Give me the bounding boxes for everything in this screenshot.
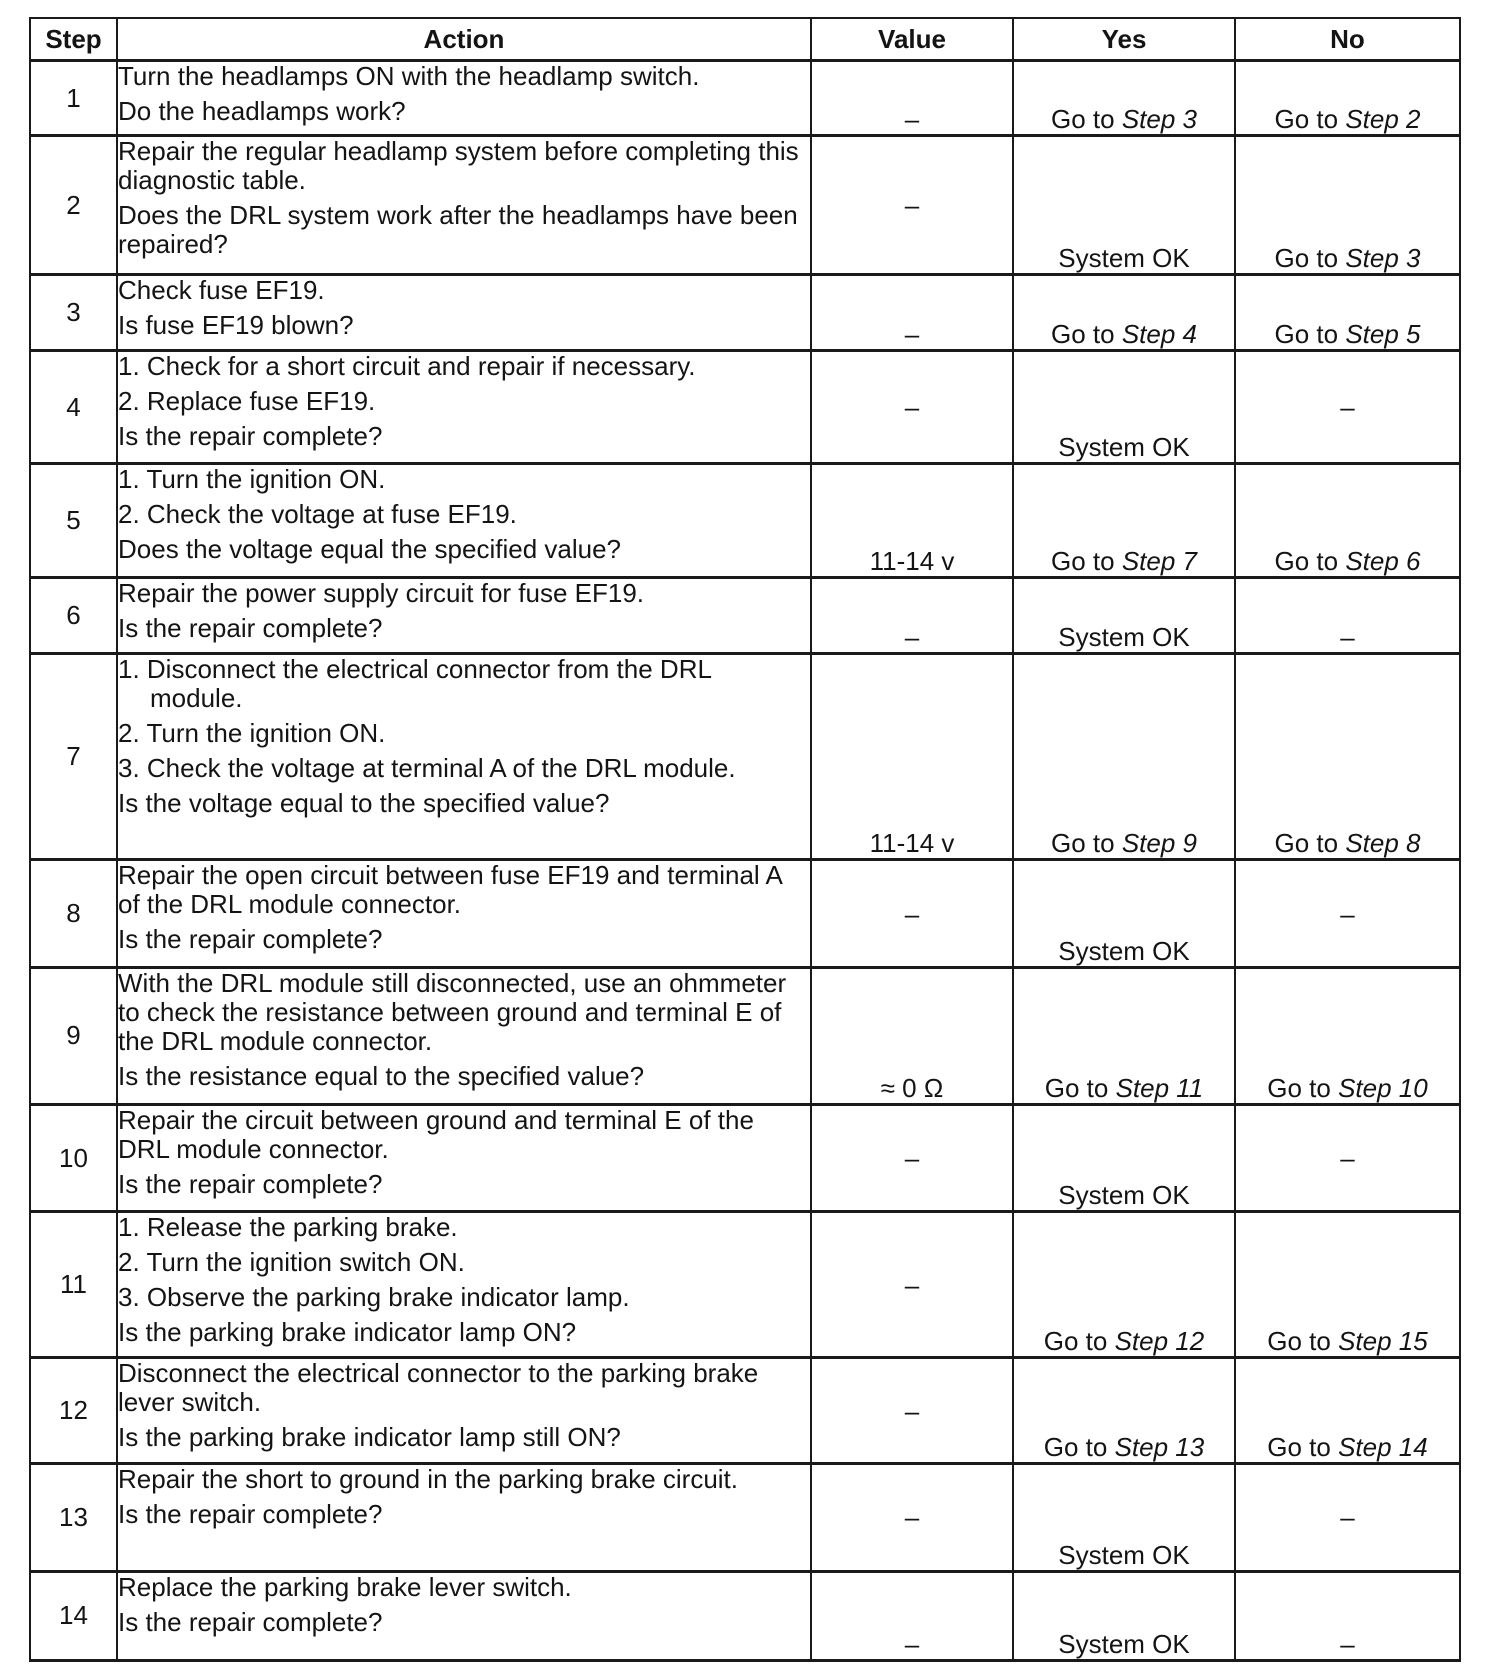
no-cell — [1235, 274, 1460, 351]
yes-cell — [1013, 1212, 1235, 1358]
goto-label: Go to — [1043, 1432, 1108, 1463]
action-cell — [117, 577, 811, 654]
no-cell — [1235, 1357, 1460, 1463]
no-cell — [1235, 1104, 1460, 1211]
action-instruction: With the DRL module still disconnected, use an ohmmeter to check the resistance between ground and terminal E of the DRL module connector. — [118, 967, 787, 1056]
action-cell — [117, 463, 811, 577]
action-cell — [117, 136, 811, 274]
yes-result-text: System OK — [1058, 1180, 1190, 1211]
yes-result-text: System OK — [1058, 1629, 1190, 1659]
table-row — [30, 654, 1460, 860]
action-step-item: 1. Turn the ignition ON. — [118, 463, 386, 494]
goto-label: Go to — [1274, 319, 1339, 350]
goto-step-link: Step 7 — [1121, 545, 1197, 576]
action-instruction: Repair the power supply circuit for fuse EF19. — [118, 577, 645, 608]
table-row — [30, 463, 1460, 577]
action-question: Is fuse EF19 blown? — [118, 309, 354, 340]
action-question: Is the repair complete? — [118, 421, 383, 452]
goto-label: Go to — [1051, 104, 1115, 135]
no-cell — [1235, 351, 1460, 464]
no-cell — [1235, 1571, 1460, 1660]
no-result-text: – — [1340, 392, 1355, 423]
step-number: 8 — [30, 860, 117, 967]
action-cell — [117, 274, 811, 351]
goto-step-link: Step 2 — [1345, 104, 1421, 135]
value-cell: 11-14 v — [811, 463, 1013, 577]
action-question: Is the repair complete? — [118, 924, 383, 955]
step-number: 5 — [30, 463, 117, 577]
goto-label: Go to — [1274, 242, 1339, 273]
yes-cell — [1013, 967, 1235, 1104]
action-question: Is the repair complete? — [118, 1606, 383, 1637]
table-row — [30, 860, 1460, 967]
no-cell — [1235, 654, 1460, 860]
goto-label: Go to — [1267, 1432, 1331, 1463]
yes-cell — [1013, 351, 1235, 464]
table-row — [30, 1571, 1460, 1660]
goto-label: Go to — [1274, 828, 1339, 859]
action-instruction: Repair the open circuit between fuse EF19 and terminal A of the DRL module connector. — [118, 860, 782, 920]
step-number: 14 — [30, 1571, 117, 1660]
action-question: Is the repair complete? — [118, 612, 383, 643]
action-step-item: 1. Check for a short circuit and repair if necessary. — [118, 351, 696, 382]
yes-cell — [1013, 463, 1235, 577]
step-number: 13 — [30, 1464, 117, 1571]
no-cell — [1235, 463, 1460, 577]
no-result-text: – — [1340, 1143, 1355, 1174]
step-number: 11 — [30, 1212, 117, 1358]
table-row — [30, 351, 1460, 464]
action-cell — [117, 1464, 811, 1571]
action-cell — [117, 1357, 811, 1463]
no-cell — [1235, 1464, 1460, 1571]
goto-label: Go to — [1267, 1325, 1331, 1356]
value-cell: – — [811, 577, 1013, 654]
yes-result-text: System OK — [1058, 242, 1190, 273]
value-cell: – — [811, 1357, 1013, 1463]
value-cell: – — [811, 1571, 1013, 1660]
no-cell — [1235, 61, 1460, 136]
no-cell — [1235, 136, 1460, 274]
action-question: Does the DRL system work after the headlamps have been repaired? — [118, 200, 798, 260]
header-action: Action — [117, 18, 811, 61]
table-row — [30, 1464, 1460, 1571]
no-cell — [1235, 860, 1460, 967]
action-instruction: Repair the regular headlamp system before completing this diagnostic table. — [118, 136, 799, 196]
no-result-text: – — [1340, 1502, 1355, 1533]
yes-cell — [1013, 1104, 1235, 1211]
action-question: Is the repair complete? — [118, 1168, 383, 1199]
goto-step-link: Step 14 — [1338, 1432, 1428, 1463]
table-row — [30, 967, 1460, 1104]
yes-cell — [1013, 654, 1235, 860]
value-cell: – — [811, 274, 1013, 351]
action-cell — [117, 860, 811, 967]
yes-cell — [1013, 136, 1235, 274]
header-no: No — [1235, 18, 1460, 61]
goto-step-link: Step 3 — [1345, 242, 1421, 273]
value-cell: – — [811, 136, 1013, 274]
goto-step-link: Step 5 — [1345, 319, 1421, 350]
header-row — [30, 18, 1460, 61]
no-cell — [1235, 967, 1460, 1104]
no-result-text: – — [1340, 622, 1355, 653]
yes-result-text: System OK — [1058, 935, 1190, 966]
action-cell — [117, 61, 811, 136]
yes-cell — [1013, 860, 1235, 967]
yes-result-text: System OK — [1058, 622, 1190, 653]
no-result-text: – — [1340, 1629, 1355, 1659]
value-cell: – — [811, 1464, 1013, 1571]
yes-cell — [1013, 61, 1235, 136]
value-cell: – — [811, 1104, 1013, 1211]
action-instruction: Repair the short to ground in the parking brake circuit. — [118, 1464, 739, 1495]
step-number: 7 — [30, 654, 117, 860]
goto-label: Go to — [1051, 545, 1115, 576]
action-instruction: Repair the circuit between ground and terminal E of the DRL module connector. — [118, 1104, 754, 1164]
goto-label: Go to — [1274, 104, 1339, 135]
step-number: 9 — [30, 967, 117, 1104]
header-value: Value — [811, 18, 1013, 61]
action-step-item: 2. Turn the ignition ON. — [118, 718, 386, 749]
yes-cell — [1013, 1357, 1235, 1463]
table-body — [30, 61, 1460, 1661]
goto-step-link: Step 11 — [1115, 1072, 1204, 1103]
action-step-item: 3. Observe the parking brake indicator lamp. — [118, 1282, 630, 1313]
diagnostic-table — [29, 17, 1461, 1662]
action-step-item: 2. Replace fuse EF19. — [118, 386, 376, 417]
action-instruction: Turn the headlamps ON with the headlamp switch. — [118, 61, 700, 91]
action-cell — [117, 1212, 811, 1358]
goto-label: Go to — [1051, 828, 1115, 859]
yes-cell — [1013, 274, 1235, 351]
action-question: Is the resistance equal to the specified value? — [118, 1060, 645, 1091]
table-row — [30, 1212, 1460, 1358]
value-cell: – — [811, 351, 1013, 464]
no-cell — [1235, 1212, 1460, 1358]
value-cell: – — [811, 1212, 1013, 1358]
yes-result-text: System OK — [1058, 431, 1190, 462]
step-number: 6 — [30, 577, 117, 654]
action-step-item: 1. Release the parking brake. — [118, 1212, 458, 1243]
goto-label: Go to — [1274, 545, 1339, 576]
table-row — [30, 136, 1460, 274]
table-row — [30, 61, 1460, 136]
action-cell — [117, 967, 811, 1104]
action-cell — [117, 1571, 811, 1660]
step-number: 1 — [30, 61, 117, 136]
yes-result-text: System OK — [1058, 1539, 1190, 1570]
action-instruction: Check fuse EF19. — [118, 274, 325, 305]
goto-step-link: Step 13 — [1114, 1432, 1205, 1463]
table-header — [30, 18, 1460, 61]
action-question: Do the headlamps work? — [118, 96, 406, 126]
step-number: 4 — [30, 351, 117, 464]
goto-step-link: Step 3 — [1121, 104, 1197, 135]
goto-step-link: Step 6 — [1345, 545, 1421, 576]
action-instruction: Disconnect the electrical connector to the parking brake lever switch. — [118, 1357, 759, 1417]
action-step-item: 1. Disconnect the electrical connector from the DRL module. — [118, 654, 711, 714]
action-cell — [117, 654, 811, 860]
step-number: 3 — [30, 274, 117, 351]
goto-step-link: Step 12 — [1114, 1325, 1205, 1356]
yes-cell — [1013, 1464, 1235, 1571]
yes-cell — [1013, 577, 1235, 654]
goto-label: Go to — [1043, 1325, 1108, 1356]
action-question: Is the parking brake indicator lamp still ON? — [118, 1421, 621, 1452]
table-row — [30, 274, 1460, 351]
action-instruction: Replace the parking brake lever switch. — [118, 1571, 572, 1602]
table-row — [30, 1104, 1460, 1211]
goto-step-link: Step 8 — [1345, 828, 1421, 859]
action-step-item: 2. Turn the ignition switch ON. — [118, 1247, 465, 1278]
header-yes: Yes — [1013, 18, 1235, 61]
action-question: Does the voltage equal the specified value? — [118, 533, 622, 564]
goto-step-link: Step 15 — [1338, 1325, 1428, 1356]
value-cell: – — [811, 61, 1013, 136]
value-cell: 11-14 v — [811, 654, 1013, 860]
goto-label: Go to — [1044, 1072, 1109, 1103]
action-step-item: 3. Check the voltage at terminal A of the DRL module. — [118, 753, 736, 784]
value-cell: – — [811, 860, 1013, 967]
value-cell: ≈ 0 Ω — [811, 967, 1013, 1104]
step-number: 10 — [30, 1104, 117, 1211]
action-cell — [117, 351, 811, 464]
action-cell — [117, 1104, 811, 1211]
goto-step-link: Step 10 — [1338, 1072, 1428, 1103]
table-row — [30, 577, 1460, 654]
yes-cell — [1013, 1571, 1235, 1660]
table-row — [30, 1357, 1460, 1463]
no-cell — [1235, 577, 1460, 654]
goto-step-link: Step 4 — [1121, 319, 1197, 350]
goto-label: Go to — [1051, 319, 1115, 350]
goto-step-link: Step 9 — [1121, 828, 1197, 859]
no-result-text: – — [1340, 898, 1355, 929]
action-step-item: 2. Check the voltage at fuse EF19. — [118, 498, 517, 529]
action-question: Is the voltage equal to the specified value? — [118, 788, 610, 819]
action-question: Is the parking brake indicator lamp ON? — [118, 1317, 577, 1348]
goto-label: Go to — [1267, 1072, 1331, 1103]
step-number: 2 — [30, 136, 117, 274]
step-number: 12 — [30, 1357, 117, 1463]
action-question: Is the repair complete? — [118, 1499, 383, 1530]
header-step: Step — [30, 18, 117, 61]
